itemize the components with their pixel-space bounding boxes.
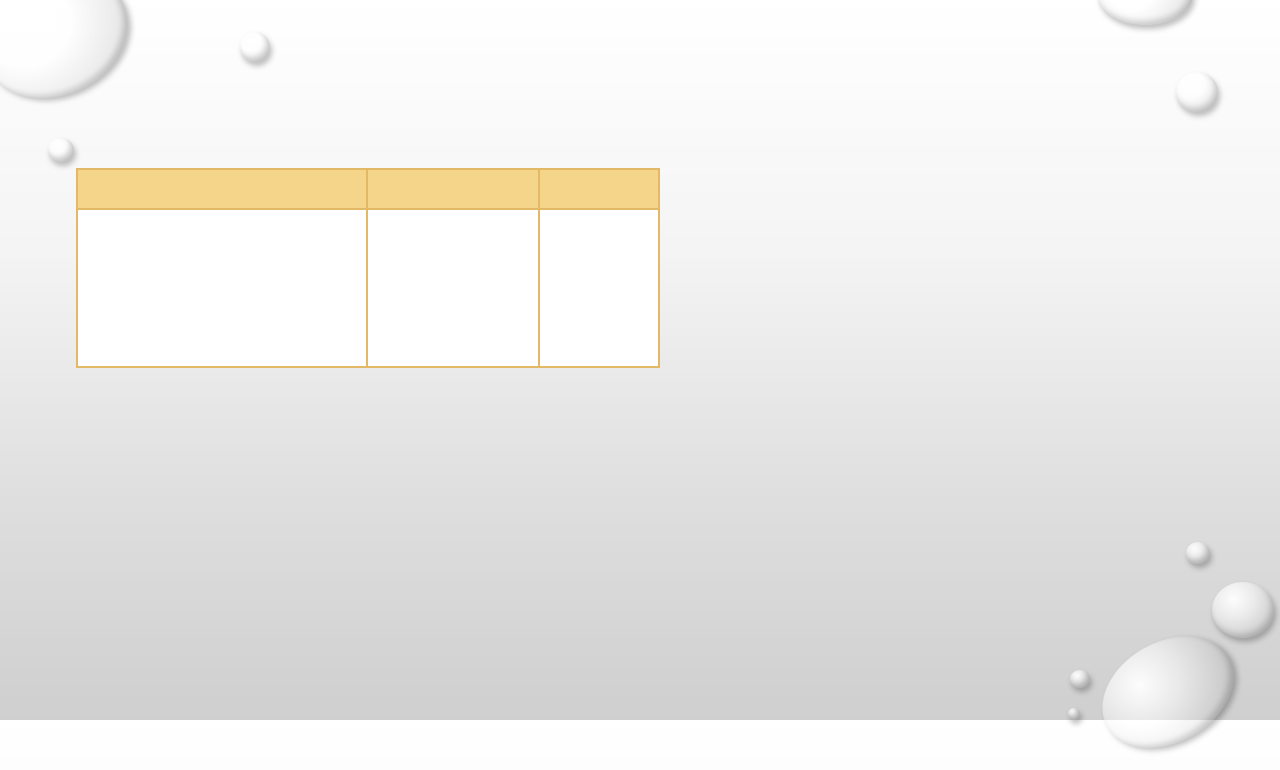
header-activities: [77, 169, 367, 209]
total-value: [540, 288, 658, 327]
total-value: [540, 249, 658, 288]
inscritos-column: [367, 209, 539, 367]
water-drop: [240, 32, 270, 62]
header-total: [539, 169, 659, 209]
activity-label: [78, 288, 366, 327]
tally-marks: [368, 327, 538, 366]
water-drop: [1212, 582, 1274, 638]
bar-chart-grid[interactable]: [700, 150, 1070, 695]
activity-label: [78, 210, 366, 249]
water-drop: [0, 0, 148, 121]
water-drop: [1186, 542, 1210, 564]
water-drop: [1070, 670, 1090, 688]
water-drop: [48, 138, 74, 162]
activities-table: [76, 168, 660, 368]
total-value: [540, 210, 658, 249]
water-drop: [1176, 72, 1218, 112]
header-inscritos: [367, 169, 539, 209]
tally-marks: [368, 288, 538, 327]
activities-column: [77, 209, 367, 367]
total-column: [539, 209, 659, 367]
water-drop: [1098, 0, 1193, 25]
activity-label: [78, 249, 366, 288]
total-value: [540, 327, 658, 366]
activity-label: [78, 327, 366, 366]
tally-marks: [368, 210, 538, 249]
water-drop: [1068, 708, 1080, 720]
water-drop: [1082, 614, 1253, 770]
tally-marks: [368, 249, 538, 288]
